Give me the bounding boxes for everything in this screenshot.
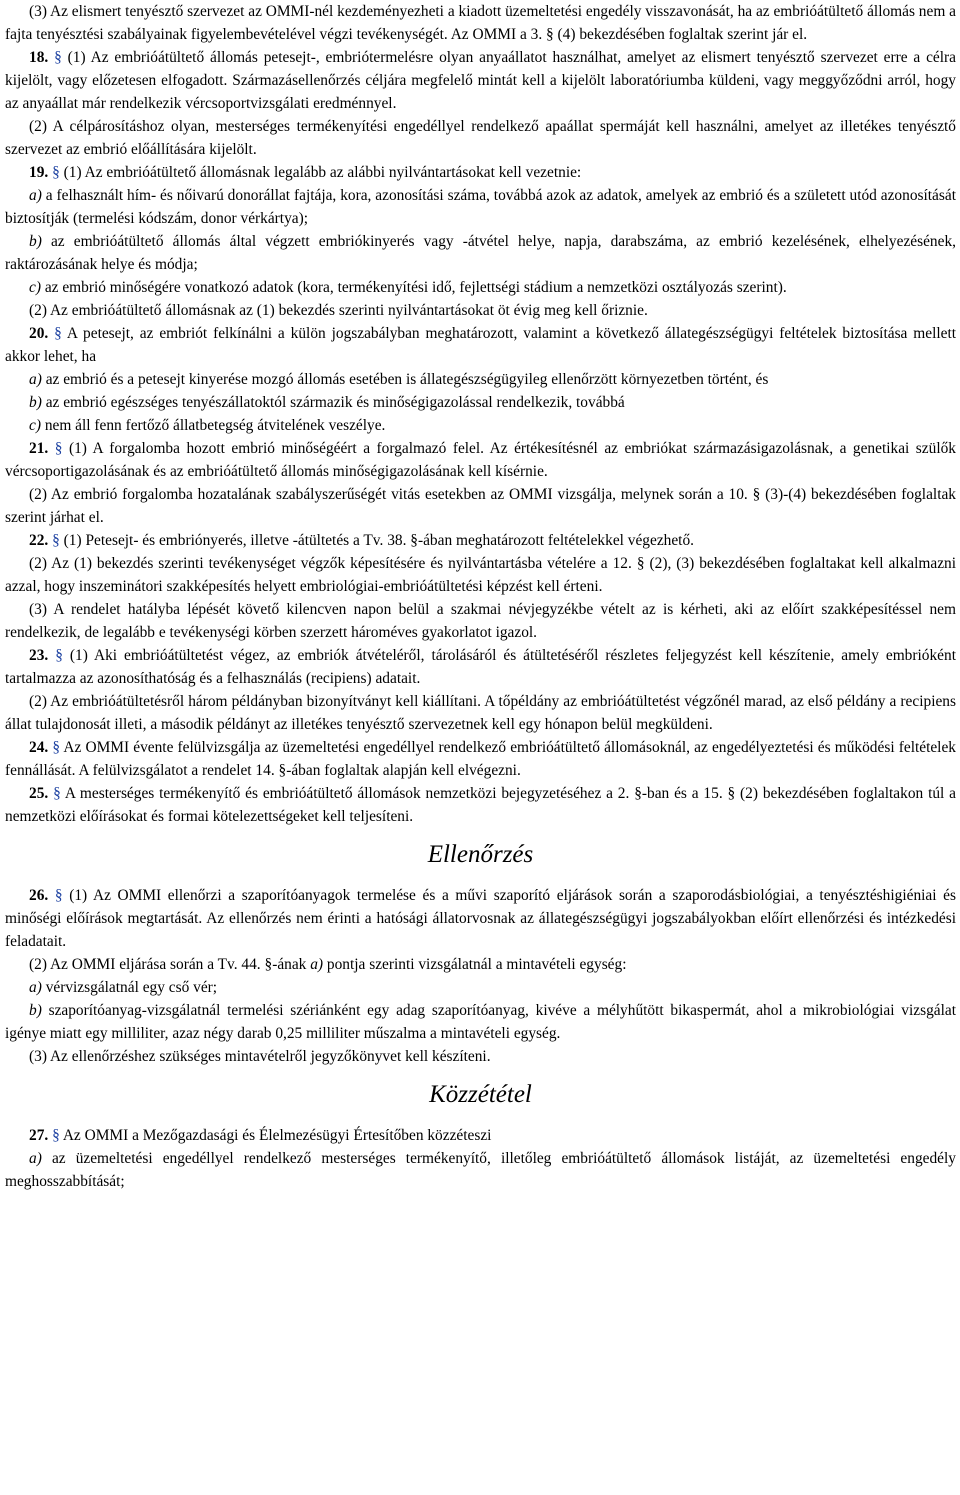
article-paragraph xyxy=(5,161,956,184)
section-sign: § xyxy=(53,785,61,802)
item-letter: a) xyxy=(29,1150,42,1167)
paragraph-text: szaporítóanyag-vizsgálatnál termelési szériánként egy adag szaporítóanyag, kivéve a mélyhűtött bikaspermát, ahol a mikrobiológiai vizsgálat igénye miatt egy milliliter, azaz négy darab 0,25 milliliter műszalma a mintavételi egység. xyxy=(5,1002,956,1042)
article-paragraph xyxy=(5,437,956,483)
paragraph-text: (2) Az OMMI eljárása során a Tv. 44. §-ának xyxy=(29,956,311,973)
paragraph-text: (3) Az elismert tenyésztő szervezet az OMMI-nél kezdeményezheti a kiadott üzemeltetési engedély visszavonását, ha az embrióátültető állomás nem a fajta tenyésztési szabályainak figyelembevételével végzi tevékenységét. Az OMMI a 3. § (4) bekezdésében foglaltak szerint jár el. xyxy=(5,3,956,43)
paragraph xyxy=(5,598,956,644)
paragraph-text: (2) Az (1) bekezdés szerinti tevékenységet végzők képesítésére és nyilvántartásba vételére a 12. § (2), (3) bekezdésében foglaltakat kell alkalmazni azzal, hogy inszeminátori szakképesítés helyett embriológiai-embrióátültetési képzést kell érteni. xyxy=(5,555,956,595)
paragraph-text: (1) Az embrióátültető állomásnak legalább az alábbi nyilvántartásokat kell vezetnie: xyxy=(63,164,582,181)
article-paragraph xyxy=(5,322,956,368)
article-paragraph xyxy=(5,644,956,690)
paragraph-text: Az OMMI évente felülvizsgálja az üzemeltetési engedéllyel rendelkező embrióátültető állomásoknál, az engedélyeztetési és működési feltételek fennállását. A felülvizsgálatot a rendelet 14. §-ában foglaltak alapján kell elvégezni. xyxy=(5,739,956,779)
article-number: 27. xyxy=(29,1127,49,1144)
list-item xyxy=(5,276,956,299)
section-heading-ellenorzes: Ellenőrzés xyxy=(427,841,534,868)
paragraph-text: az üzemeltetési engedéllyel rendelkező mesterséges termékenyítő, illetőleg embrióátültető állomások listáját, az üzemeltetési engedély meghosszabbítását; xyxy=(5,1150,956,1190)
paragraph-text: a felhasznált hím- és nőivarú donorállat fajtája, kora, azonosítási száma, továbbá azok az adatok, amelyek az embrió és a született utód azonosítását biztosítják (termelési kódszám, donor vérkártya); xyxy=(5,187,956,227)
paragraph-text: Az OMMI a Mezőgazdasági és Élelmezésügyi Értesítőben közzéteszi xyxy=(62,1127,492,1144)
paragraph-text: az embrióátültető állomás által végzett embriókinyerés vagy -átvétel helye, napja, darabszáma, az embrió kezelésének, elhelyezésének, raktározásának helye és módja; xyxy=(5,233,956,273)
list-item xyxy=(5,184,956,230)
paragraph-text: pontja szerinti vizsgálatnál a mintavételi egység: xyxy=(323,956,627,973)
article-number: 23. xyxy=(29,647,49,664)
paragraph-text: (1) Aki embrióátültetést végez, az embriók átvételéről, tárolásáról és átültetéséről részletes feljegyzést kell készítenie, amely embrióként tartalmazza az azonosíthatóság és a felhasználás (recipiens) adatait. xyxy=(5,647,956,687)
inline-italic: a) xyxy=(310,956,324,973)
paragraph xyxy=(5,0,956,46)
section-sign: § xyxy=(54,440,63,457)
paragraph-text: (1) A forgalomba hozott embrió minőségéért a forgalmazó felel. Az értékesítésnél az embriókat származásigazolásnak, a genetikai szülők vércsoportigazolásának és az embrióátültető állomás minőségigazolásának kell kísérnie. xyxy=(5,440,956,480)
paragraph xyxy=(5,115,956,161)
item-letter: a) xyxy=(29,371,42,388)
paragraph xyxy=(5,690,956,736)
paragraph-text: (3) Az ellenőrzéshez szükséges mintavételről jegyzőkönyvet kell készíteni. xyxy=(29,1048,491,1065)
item-letter: b) xyxy=(29,233,42,250)
paragraph-text: (2) A célpárosításhoz olyan, mesterséges termékenyítési engedéllyel rendelkező apaállat spermáját kell használni, amelyet az illetékes tenyésztő szervezet az embrió előállítására kijelölt. xyxy=(5,118,956,158)
paragraph-text: (1) Az embrióátültető állomás petesejt-, embriótermelésre olyan anyaállatot használhat, amelyet az elismert tenyésztő szervezet erre a célra kijelölt, vagy előzetesen elfogadott. Származásellenőrzés céljára megfelelő mintát kell a kijelölt laboratóriumba küldeni, vagy meggyőződni arról, hogy az anyaállat már rendelkezik vércsoportvizsgálati eredménnyel. xyxy=(5,49,956,112)
paragraph xyxy=(5,552,956,598)
paragraph-text: (3) A rendelet hatályba lépését követő kilencven napon belül a szakmai névjegyzékbe vételt az is kérheti, aki az előírt szakképesítéssel nem rendelkezik, de legalább e tevékenységi körben szerzett hároméves gyakorlatot igazol. xyxy=(5,601,956,641)
paragraph-text: (1) Petesejt- és embriónyerés, illetve -átültetés a Tv. 38. §-ában meghatározott feltételekkel végezhető. xyxy=(63,532,695,549)
section-sign: § xyxy=(55,647,63,664)
paragraph-text: vérvizsgálatnál egy cső vér; xyxy=(45,979,218,996)
list-item xyxy=(5,368,956,391)
article-number: 22. xyxy=(29,532,49,549)
section-sign: § xyxy=(54,49,62,66)
section-sign: § xyxy=(52,532,60,549)
paragraph-text: (2) Az embrióátültető állomásnak az (1) bekezdés szerinti nyilvántartásokat öt évig meg kell őriznie. xyxy=(29,302,648,319)
section-kozzetetel-body xyxy=(5,1124,956,1193)
item-letter: b) xyxy=(29,1002,42,1019)
article-paragraph xyxy=(5,884,956,953)
section-sign: § xyxy=(52,164,60,181)
paragraph-text: az embrió minőségére vonatkozó adatok (kora, termékenyítési idő, fejlettségi stádium a nemzetközi osztályozás szerint). xyxy=(44,279,787,296)
item-letter: a) xyxy=(29,979,42,996)
article-paragraph xyxy=(5,736,956,782)
article-paragraph xyxy=(5,529,956,552)
item-letter: a) xyxy=(29,187,42,204)
article-paragraph xyxy=(5,1124,956,1147)
item-letter: c) xyxy=(29,279,41,296)
paragraph xyxy=(5,299,956,322)
article-number: 18. xyxy=(29,49,49,66)
paragraph-text: az embrió egészséges tenyészállatoktól származik és minőségigazolással rendelkezik, továbbá xyxy=(45,394,625,411)
paragraph-text: az embrió és a petesejt kinyerése mozgó állomás esetében is állategészségügyileg ellenőrzött környezetben történt, és xyxy=(45,371,769,388)
paragraph-text: A petesejt, az embriót felkínálni a külön jogszabályban meghatározott, valamint a következő állategészségügyi feltételek biztosítása mellett akkor lehet, ha xyxy=(5,325,957,365)
list-item xyxy=(5,976,956,999)
paragraph xyxy=(5,1045,956,1068)
article-number: 25. xyxy=(29,785,49,802)
paragraph-text: (2) Az embrióátültetésről három példányban bizonyítványt kell kiállítani. A tőpéldány az embrióátültetést végzőnél marad, az első példány a recipiens állat tulajdonosát illeti, a második példányt az illetékes tenyésztő szervezetnek kell egy hónapon belül megküldeni. xyxy=(5,693,956,733)
section-sign: § xyxy=(52,739,61,756)
list-item xyxy=(5,391,956,414)
article-number: 21. xyxy=(29,440,49,457)
paragraph-text: A mesterséges termékenyítő és embrióátültető állomások nemzetközi bejegyzetéséhez a 2. §-ban és a 15. § (2) bekezdésében foglaltakon túl a nemzetközi előírásokat és formai kötelezettségeket kell teljesíteni. xyxy=(5,785,956,825)
article-number: 19. xyxy=(29,164,49,181)
section-heading-kozzetetel: Közzététel xyxy=(429,1081,532,1108)
list-item xyxy=(5,1147,956,1193)
list-item xyxy=(5,230,956,276)
paragraph-text: nem áll fenn fertőző állatbetegség átvitelének veszélye. xyxy=(44,417,386,434)
paragraph xyxy=(5,483,956,529)
list-item xyxy=(5,999,956,1045)
section-ellenorzes-body xyxy=(5,884,956,1068)
article-number: 24. xyxy=(29,739,49,756)
paragraph xyxy=(5,953,956,976)
article-number: 20. xyxy=(29,325,49,342)
section-sign: § xyxy=(54,325,62,342)
section-sign: § xyxy=(52,1127,60,1144)
item-letter: c) xyxy=(29,417,41,434)
document-body xyxy=(5,0,956,828)
list-item xyxy=(5,414,956,437)
article-paragraph xyxy=(5,46,956,115)
paragraph-text: (1) Az OMMI ellenőrzi a szaporítóanyagok termelése és a művi szaporító eljárások során a szaporodásbiológiai, a tenyésztéshigiéniai és minőségi előírások megtartását. Az ellenőrzés nem érinti a hatósági állatorvosnak az állategészségügyi jogszabályokban előírt ellenőrzési és intézkedési feladatait. xyxy=(5,887,956,950)
section-sign: § xyxy=(54,887,63,904)
article-paragraph xyxy=(5,782,956,828)
article-number: 26. xyxy=(29,887,49,904)
item-letter: b) xyxy=(29,394,42,411)
paragraph-text: (2) Az embrió forgalomba hozatalának szabályszerűségét vitás esetekben az OMMI vizsgálja, melynek során a 10. § (3)-(4) bekezdésében foglaltak szerint járhat el. xyxy=(5,486,956,526)
